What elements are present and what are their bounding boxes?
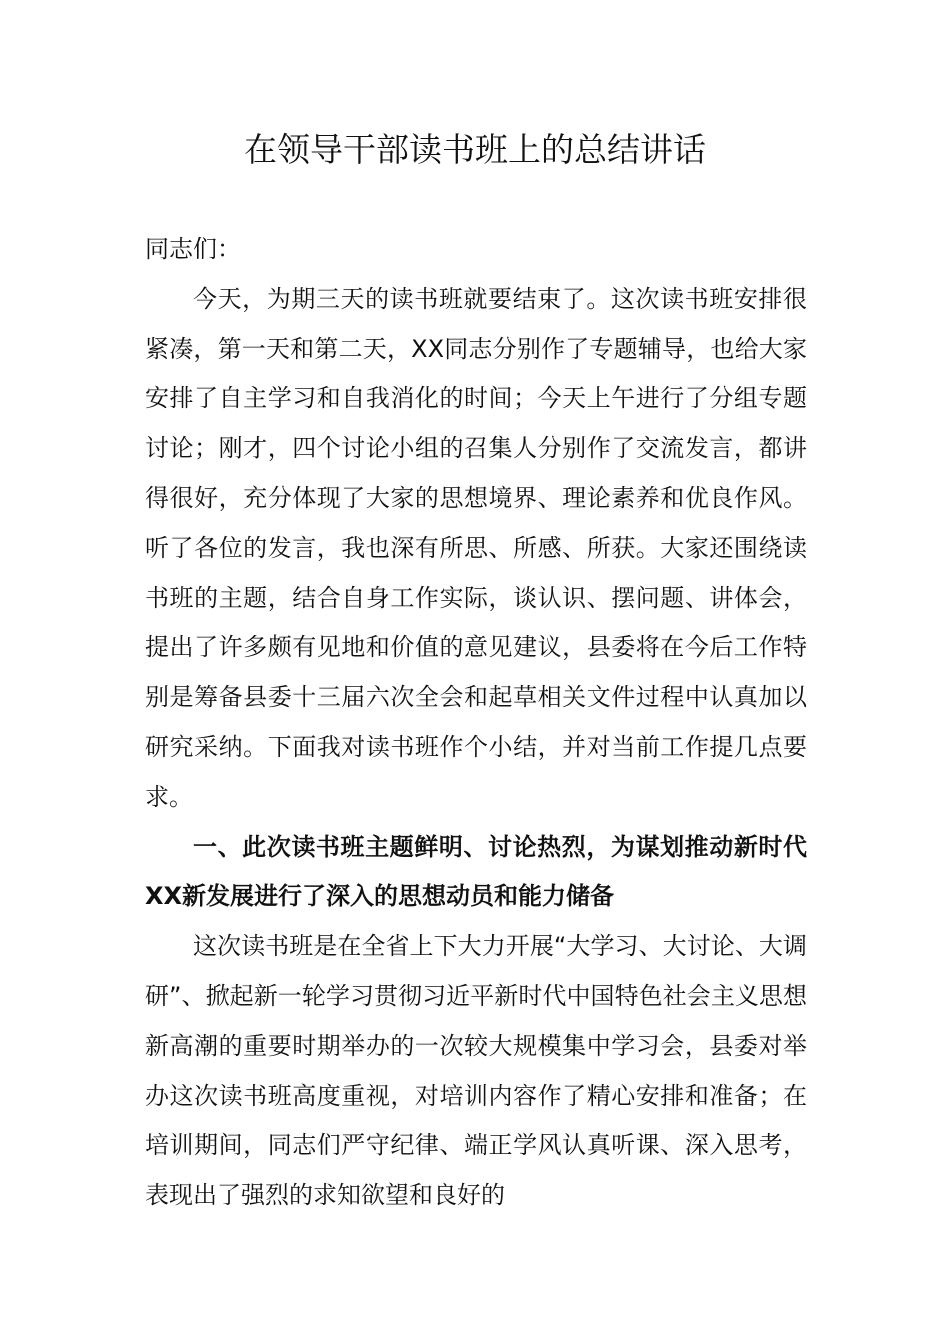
section-heading: 一、此次读书班主题鲜明、讨论热烈，为谋划推动新时代XX新发展进行了深入的思想动员和能力储备 [145, 832, 807, 911]
section-paragraph: 这次读书班是在全省上下大力开展“大学习、大讨论、大调研”、掀起新一轮学习贯彻习近平新时代中国特色社会主义思想新高潮的重要时期举办的一次较大规模集中学习会，县委对举办这次读书班高度重视，对培训内容作了精心安排和准备；在培训期间，同志们严守纪律、端正学风认真听课、深入思考，表现出了强烈的求知欲望和良好的 [145, 932, 807, 1210]
salutation: 同志们： [145, 235, 241, 263]
document-title: 在领导干部读书班上的总结讲话 [244, 130, 706, 169]
opening-paragraph: 今天，为期三天的读书班就要结束了。这次读书班安排很紧凑，第一天和第二天，XX同志分别作了专题辅导，也给大家安排了自主学习和自我消化的时间；今天上午进行了分组专题讨论；刚才，四个讨论小组的召集人分别作了交流发言，都讲得很好，充分体现了大家的思想境界、理论素养和优良作风。听了各位的发言，我也深有所思、所感、所获。大家还围绕读书班的主题，结合自身工作实际，谈认识、摆问题、讲体会，提出了许多颇有见地和价值的意见建议，县委将在今后工作特别是筹备县委十三届六次全会和起草相关文件过程中认真加以研究采纳。下面我对读书班作个小结，并对当前工作提几点要求。 [145, 284, 807, 811]
document-body [145, 225, 807, 1221]
